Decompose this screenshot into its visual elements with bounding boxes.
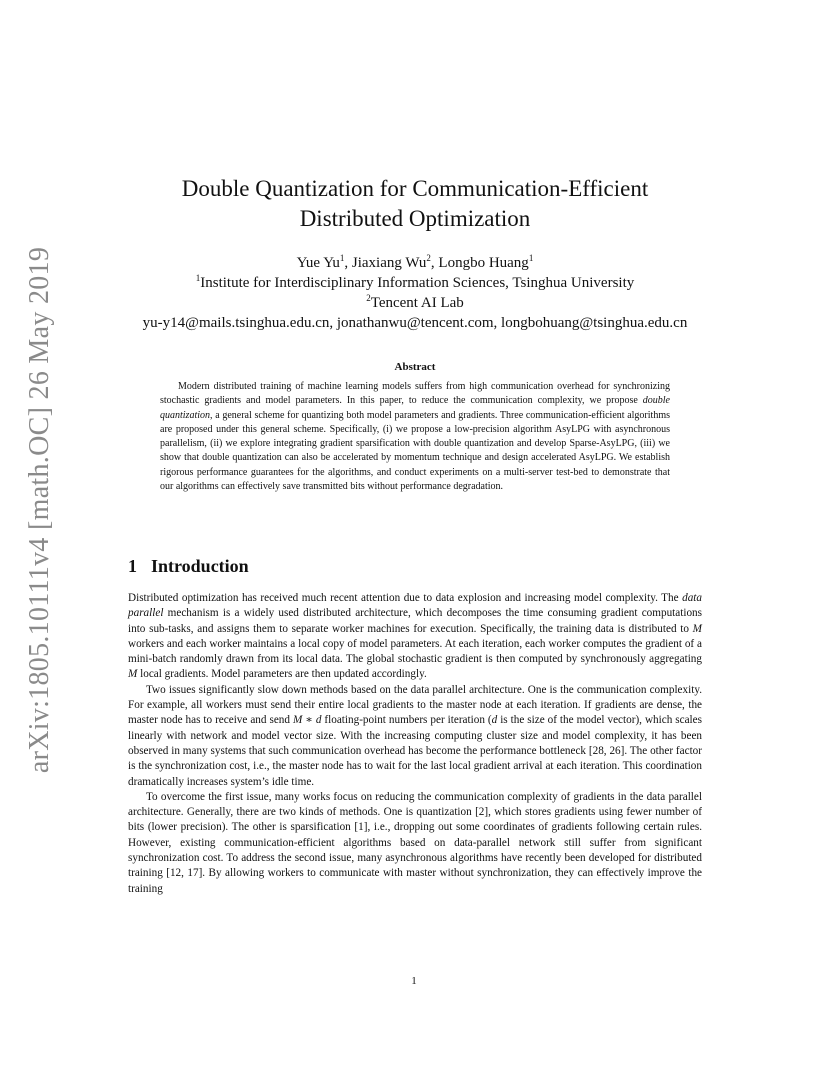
- section-number: 1: [128, 556, 137, 576]
- p2-math-1: M ∗ d: [292, 714, 322, 727]
- p2-text-3: is the size of the model vector), which scales linearly with network and model vector size. With the increasing computing cluster size and model complexity, it has been observed in many systems that such communication overhead has become the performance bottleneck [28, 26]. The other factor is the synchronization cost, i.e., the master node has to wait for the last local gradient arrival at each iteration. This coordination dramatically increases system’s idle time.: [128, 714, 702, 788]
- section-title: Introduction: [151, 556, 249, 576]
- abstract-body: [160, 380, 670, 494]
- abstract-text-1: Modern distributed training of machine learning models suffers from high communication overhead for synchronizing stochastic gradients and model parameters. In this paper, to reduce the communication complexity, we propose: [160, 381, 670, 407]
- arxiv-stamp-text: arXiv:1805.10111v4 [math.OC] 26 May 2019: [24, 246, 55, 774]
- title-line-1: Double Quantization for Communication-Efficient: [181, 176, 649, 201]
- title-line-2: Distributed Optimization: [299, 206, 531, 231]
- p3-text-1: To overcome the first issue, many works focus on reducing the communication complexity of gradients in the data parallel architecture. Generally, there are two kinds of methods. One is quantization [2], which stores gradients using fewer number of bits (lower precision). The other is sparsification [1], i.e., dropping out some coordinates of gradients following certain rules. However, existing communication-efficient algorithms based on data-parallel network still suffer from significant synchronization cost. To address the second issue, many asynchronous algorithms have recently been developed for distributed training [12, 17]. By allowing workers to communicate with master without synchronization, they can effectively improve the training: [128, 790, 702, 895]
- p2-math-2: d: [491, 714, 498, 727]
- author-1: Yue Yu: [296, 255, 340, 271]
- affiliation-1: [118, 273, 712, 293]
- author-2: , Jiaxiang Wu: [344, 255, 427, 271]
- paragraph-1: [128, 591, 702, 683]
- abstract-emphasis: double quantization: [160, 395, 670, 421]
- author-3: , Longbo Huang: [430, 255, 529, 271]
- author-3-affil: 1: [528, 253, 534, 263]
- affiliation-1-mark: 1: [195, 273, 201, 283]
- paper-title: [128, 174, 702, 234]
- affiliation-2: [118, 293, 712, 313]
- section-body: [128, 591, 702, 897]
- paragraph-3: [128, 790, 702, 897]
- abstract-text-2: , a general scheme for quantizing both model parameters and gradients. Three communication-efficient algorithms are proposed under this general scheme. Specifically, (i) we propose a low-precision algorithm AsyLPG with asynchronous parallelism, (ii) we explore integrating gradient sparsification with double quantization and develop Sparse-AsyLPG, (iii) we show that double quantization can also be accelerated by momentum technique and design accelerated AsyLPG. We establish rigorous performance guarantees for the algorithms, and conduct experiments on a multi-server test-bed to demonstrate that our algorithms can effectively save transmitted bits without performance degradation.: [160, 409, 670, 493]
- abstract-heading: Abstract: [394, 361, 436, 373]
- author-1-affil: 1: [339, 253, 345, 263]
- affiliation-1-text: Institute for Interdisciplinary Information Sciences, Tsinghua University: [200, 275, 635, 291]
- paragraph-2: [128, 683, 702, 790]
- p2-text-2: floating-point numbers per iteration (: [321, 714, 492, 727]
- section-heading: [128, 556, 249, 577]
- affiliation-2-text: Tencent AI Lab: [370, 295, 464, 311]
- author-2-affil: 2: [426, 253, 431, 263]
- p1-math-1: M: [692, 622, 702, 635]
- p1-math-2: M: [128, 668, 138, 681]
- author-names: [118, 253, 712, 273]
- p1-text-3: workers and each worker maintains a local copy of model parameters. At each iteration, each worker computes the gradient of a mini-batch randomly drawn from its local data. The global stochastic gradient is then computed by synchronously aggregating: [128, 637, 702, 666]
- p1-text-2: mechanism is a widely used distributed architecture, which decomposes the time consuming gradient computations into sub-tasks, and assigns them to separate worker machines for execution. Specifically, the training data is distributed to: [128, 607, 702, 635]
- affiliation-2-mark: 2: [366, 293, 371, 303]
- p2-text-1: Two issues significantly slow down methods based on the data parallel architecture. One is the communication complexity. For example, all workers must send their entire local gradients to the master node at each iteration. If gradients are dense, the master node has to receive and send: [128, 683, 702, 727]
- page-number: 1: [411, 975, 417, 987]
- author-emails: yu-y14@mails.tsinghua.edu.cn, jonathanwu@tencent.com, longbohuang@tsinghua.edu.cn: [142, 315, 688, 331]
- author-block: [118, 253, 712, 333]
- p1-text-4: local gradients. Model parameters are then updated accordingly.: [137, 668, 427, 681]
- p1-text-1: Distributed optimization has received much recent attention due to data explosion and increasing model complexity. The: [128, 592, 683, 604]
- p1-emphasis: data parallel: [128, 592, 702, 620]
- abstract-paragraph: [160, 380, 670, 494]
- arxiv-stamp: [20, 246, 60, 774]
